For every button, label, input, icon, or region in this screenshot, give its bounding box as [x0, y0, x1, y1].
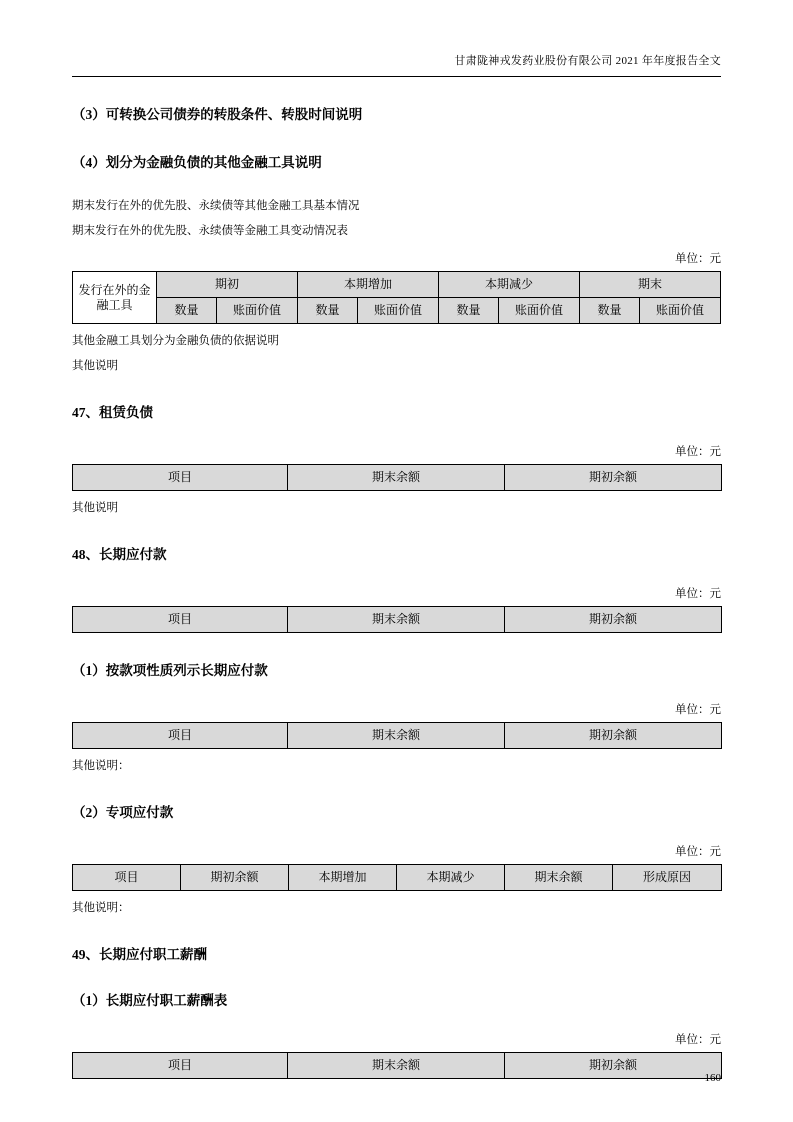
- table-row: [73, 723, 722, 749]
- table-header-cell: 期初余额: [505, 1053, 722, 1079]
- table-row: [73, 865, 722, 891]
- table-header-cell: 形成原因: [613, 865, 722, 891]
- table-group-header: 本期减少: [439, 272, 580, 298]
- note-other: 其他说明: [72, 360, 118, 372]
- heading-sec49-long-term-employee-benefits: 49、长期应付职工薪酬: [72, 947, 207, 962]
- report-header: [72, 52, 721, 77]
- note-other: 其他说明: [72, 502, 118, 514]
- table-subheader-value: 账面价值: [217, 298, 298, 324]
- table-header-cell: 期末余额: [505, 865, 613, 891]
- table-header-cell: 项目: [73, 465, 288, 491]
- heading-special-payables: （2）专项应付款: [72, 805, 174, 820]
- table-header-cell: 期初余额: [181, 865, 289, 891]
- table-header-cell: 项目: [73, 723, 288, 749]
- long-term-employee-benefits-table: [72, 1052, 722, 1079]
- note-other: 其他说明：: [72, 760, 130, 772]
- heading-payables-by-nature: （1）按款项性质列示长期应付款: [72, 663, 268, 678]
- heading-employee-benefits-table: （1）长期应付职工薪酬表: [72, 993, 228, 1008]
- table-header-cell: 期末余额: [288, 465, 505, 491]
- outstanding-financial-instruments-table: [72, 271, 721, 324]
- table-corner-cell: 发行在外的金融工具: [73, 272, 157, 324]
- table-row: [73, 272, 721, 298]
- table-header-cell: 本期减少: [397, 865, 505, 891]
- report-header-title: 甘肃陇神戎发药业股份有限公司 2021 年年度报告全文: [454, 55, 721, 67]
- note-liability-basis: 其他金融工具划分为金融负债的依据说明: [72, 335, 279, 347]
- table-header-cell: 期初余额: [505, 465, 722, 491]
- page-number: 160: [704, 1072, 721, 1084]
- lease-liabilities-table: [72, 464, 722, 491]
- unit-label: 单位：元: [675, 588, 721, 600]
- unit-label: 单位：元: [675, 846, 721, 858]
- table-subheader-quantity: 数量: [580, 298, 640, 324]
- table-header-cell: 本期增加: [289, 865, 397, 891]
- table-header-cell: 期初余额: [505, 607, 722, 633]
- table-subheader-value: 账面价值: [499, 298, 580, 324]
- unit-label: 单位：元: [675, 704, 721, 716]
- table-row: [73, 298, 721, 324]
- unit-label: 单位：元: [675, 253, 721, 265]
- table-group-header: 期初: [157, 272, 298, 298]
- table-row: [73, 1053, 722, 1079]
- table-group-header: 期末: [580, 272, 721, 298]
- table-header-cell: 项目: [73, 865, 181, 891]
- payables-by-nature-table: [72, 722, 722, 749]
- table-group-header: 本期增加: [298, 272, 439, 298]
- table-header-cell: 项目: [73, 1053, 288, 1079]
- table-header-cell: 期末余额: [288, 723, 505, 749]
- heading-sec47-lease-liabilities: 47、租赁负债: [72, 405, 153, 420]
- table-subheader-quantity: 数量: [157, 298, 217, 324]
- special-payables-table: [72, 864, 722, 891]
- table-header-cell: 期初余额: [505, 723, 722, 749]
- unit-label: 单位：元: [675, 1034, 721, 1046]
- table-subheader-value: 账面价值: [358, 298, 439, 324]
- table-subheader-quantity: 数量: [298, 298, 358, 324]
- table-header-cell: 项目: [73, 607, 288, 633]
- table-subheader-quantity: 数量: [439, 298, 499, 324]
- para-preferred-shares-changes: 期末发行在外的优先股、永续债等金融工具变动情况表: [72, 225, 348, 237]
- heading-sec48-long-term-payables: 48、长期应付款: [72, 547, 167, 562]
- long-term-payables-table: [72, 606, 722, 633]
- table-row: [73, 465, 722, 491]
- unit-label: 单位：元: [675, 446, 721, 458]
- note-other: 其他说明：: [72, 902, 130, 914]
- table-row: [73, 607, 722, 633]
- para-preferred-shares-basic: 期末发行在外的优先股、永续债等其他金融工具基本情况: [72, 200, 360, 212]
- heading-convertible-bond-terms: （3）可转换公司债券的转股条件、转股时间说明: [72, 107, 363, 122]
- table-header-cell: 期末余额: [288, 1053, 505, 1079]
- heading-other-financial-instruments: （4）划分为金融负债的其他金融工具说明: [72, 155, 322, 170]
- table-subheader-value: 账面价值: [640, 298, 721, 324]
- table-header-cell: 期末余额: [288, 607, 505, 633]
